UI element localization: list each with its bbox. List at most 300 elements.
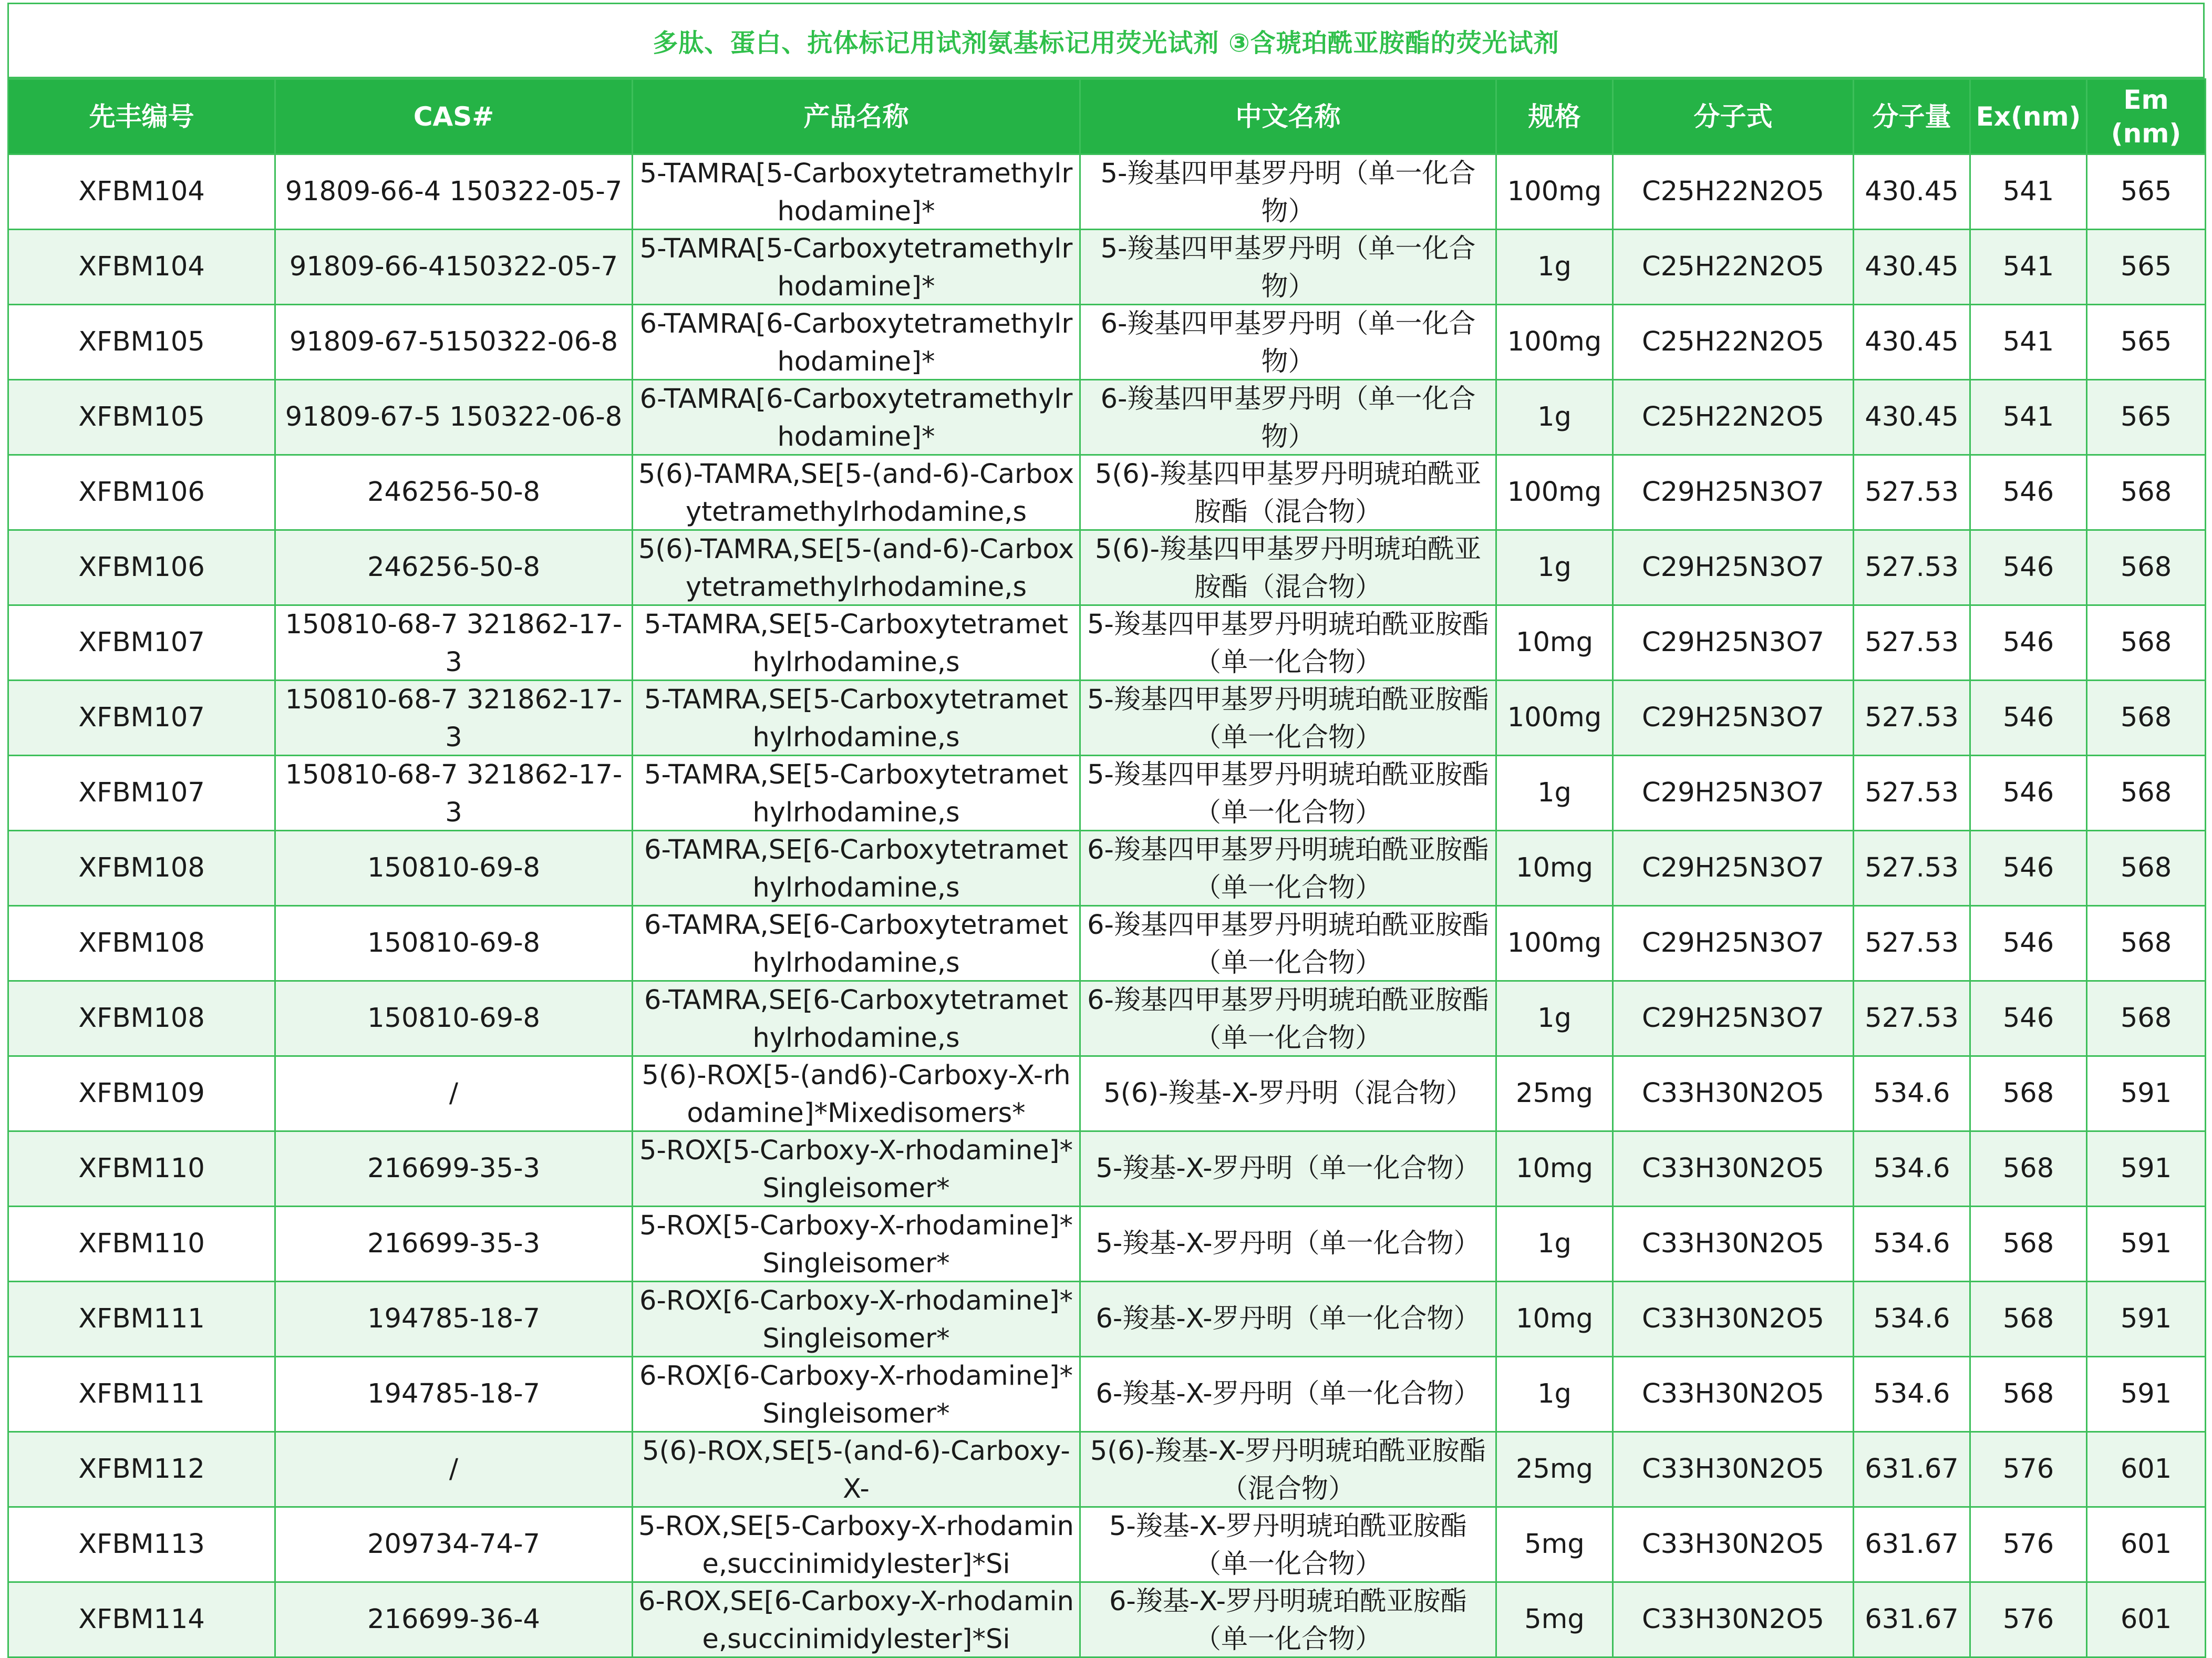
cell-mw-text: 534.6 (1873, 1303, 1950, 1334)
cell-chinese-name (1080, 1507, 1496, 1582)
cell-cas-text: 216699-35-3 (367, 1228, 540, 1259)
table-row (8, 605, 2206, 681)
cell-formula-text: C29H25N3O7 (1642, 477, 1824, 508)
cell-formula-text: C33H30N2O5 (1642, 1303, 1824, 1334)
cell-size-text: 100mg (1507, 702, 1602, 733)
cell-em (2087, 380, 2206, 455)
cell-ex (1970, 756, 2087, 831)
cell-formula-text: C33H30N2O5 (1642, 1604, 1824, 1635)
cell-formula (1613, 230, 1854, 305)
cell-cas-text: / (449, 1078, 459, 1109)
cell-product-name-text: 6-TAMRA[6-Carboxytetramethylrhodamine]* (639, 384, 1073, 452)
cell-size (1496, 230, 1613, 305)
cell-ex-text: 541 (2002, 326, 2054, 357)
cell-ex-text: 541 (2002, 251, 2054, 282)
cell-chinese-name-text: 5-羧基四甲基罗丹明琥珀酰亚胺酯（单一化合物） (1087, 609, 1489, 678)
cell-product-name-text: 6-ROX[6-Carboxy-X-rhodamine]*Singleisomer* (639, 1361, 1073, 1429)
cell-cas (275, 230, 633, 305)
cell-product-name-text: 6-TAMRA[6-Carboxytetramethylrhodamine]* (639, 308, 1073, 377)
cell-mw-text: 430.45 (1865, 401, 1959, 432)
cell-cas-text: 216699-36-4 (367, 1604, 540, 1635)
cell-chinese-name (1080, 1282, 1496, 1357)
cell-chinese-name-text: 6-羧基四甲基罗丹明琥珀酰亚胺酯（单一化合物） (1087, 985, 1489, 1054)
cell-cas-text: 150810-69-8 (367, 1003, 540, 1034)
cell-mw-text: 527.53 (1865, 1003, 1959, 1034)
cell-mw-text: 534.6 (1873, 1228, 1950, 1259)
cell-ex (1970, 305, 2087, 380)
col-header-ex: Ex(nm) (1970, 79, 2087, 155)
cell-mw (1854, 831, 1970, 906)
cell-mw (1854, 1056, 1970, 1131)
cell-mw (1854, 1507, 1970, 1582)
cell-size-text: 5mg (1524, 1529, 1585, 1560)
cell-cas (275, 1507, 633, 1582)
cell-product-name-text: 5-TAMRA[5-Carboxytetramethylrhodamine]* (639, 158, 1073, 227)
cell-size (1496, 530, 1613, 605)
cell-em-text: 601 (2120, 1454, 2172, 1485)
cell-mw (1854, 906, 1970, 981)
cell-size-text: 100mg (1507, 928, 1602, 959)
cell-em (2087, 230, 2206, 305)
table-body (8, 155, 2206, 1657)
cell-code (8, 981, 275, 1056)
cell-em-text: 601 (2120, 1529, 2172, 1560)
col-header-product-name: 产品名称 (633, 79, 1080, 155)
cell-cas-text: 150810-68-7 321862-17-3 (285, 759, 623, 828)
cell-cas (275, 380, 633, 455)
product-table (7, 78, 2206, 1658)
cell-cas-text: 150810-68-7 321862-17-3 (285, 684, 623, 753)
cell-cas (275, 1056, 633, 1131)
cell-product-name (633, 756, 1080, 831)
cell-em (2087, 605, 2206, 681)
cell-code-text: XFBM104 (78, 251, 205, 282)
cell-chinese-name-text: 5-羧基四甲基罗丹明琥珀酰亚胺酯（单一化合物） (1087, 684, 1489, 753)
cell-chinese-name (1080, 605, 1496, 681)
cell-size-text: 1g (1537, 401, 1572, 432)
cell-cas (275, 305, 633, 380)
cell-size (1496, 1432, 1613, 1507)
cell-em-text: 568 (2120, 702, 2172, 733)
cell-em (2087, 1582, 2206, 1657)
cell-product-name (633, 455, 1080, 530)
cell-mw-text: 527.53 (1865, 627, 1959, 658)
cell-formula-text: C33H30N2O5 (1642, 1454, 1824, 1485)
cell-em (2087, 1207, 2206, 1282)
cell-formula-text: C33H30N2O5 (1642, 1078, 1824, 1109)
cell-size (1496, 1056, 1613, 1131)
cell-formula (1613, 1582, 1854, 1657)
cell-em (2087, 1432, 2206, 1507)
cell-size (1496, 1582, 1613, 1657)
cell-ex-text: 546 (2002, 852, 2054, 883)
cell-mw (1854, 530, 1970, 605)
cell-code-text: XFBM113 (78, 1529, 205, 1560)
cell-size (1496, 831, 1613, 906)
cell-code (8, 756, 275, 831)
cell-formula (1613, 756, 1854, 831)
cell-ex (1970, 380, 2087, 455)
cell-chinese-name-text: 6-羧基四甲基罗丹明（单一化合物） (1100, 308, 1476, 377)
col-header-em: Em (nm) (2087, 79, 2206, 155)
cell-ex (1970, 1507, 2087, 1582)
cell-code (8, 1131, 275, 1207)
cell-code-text: XFBM105 (78, 326, 205, 357)
cell-chinese-name (1080, 305, 1496, 380)
table-row (8, 1207, 2206, 1282)
cell-code-text: XFBM109 (78, 1078, 205, 1109)
cell-chinese-name (1080, 230, 1496, 305)
cell-mw (1854, 1131, 1970, 1207)
cell-mw (1854, 380, 1970, 455)
cell-code (8, 681, 275, 756)
cell-em-text: 568 (2120, 928, 2172, 959)
cell-ex (1970, 605, 2087, 681)
cell-cas-text: 91809-66-4150322-05-7 (289, 251, 618, 282)
cell-ex (1970, 1207, 2087, 1282)
cell-chinese-name-text: 6-羧基四甲基罗丹明（单一化合物） (1100, 384, 1476, 452)
cell-ex-text: 546 (2002, 928, 2054, 959)
cell-mw (1854, 605, 1970, 681)
cell-ex (1970, 681, 2087, 756)
cell-product-name (633, 681, 1080, 756)
cell-ex (1970, 1282, 2087, 1357)
cell-size (1496, 380, 1613, 455)
cell-cas (275, 906, 633, 981)
cell-chinese-name-text: 6-羧基-X-罗丹明（单一化合物） (1095, 1378, 1481, 1409)
cell-ex-text: 546 (2002, 552, 2054, 583)
cell-cas-text: 91809-66-4 150322-05-7 (285, 176, 623, 207)
col-header-size: 规格 (1496, 79, 1613, 155)
cell-size (1496, 681, 1613, 756)
cell-ex-text: 568 (2002, 1228, 2054, 1259)
cell-product-name-text: 6-TAMRA,SE[6-Carboxytetramethylrhodamine,s (644, 910, 1068, 979)
cell-formula (1613, 455, 1854, 530)
cell-size-text: 1g (1537, 1378, 1572, 1409)
table-row (8, 455, 2206, 530)
cell-ex-text: 568 (2002, 1078, 2054, 1109)
cell-mw (1854, 1582, 1970, 1657)
cell-chinese-name-text: 5(6)-羧基四甲基罗丹明琥珀酰亚胺酯（混合物） (1094, 459, 1482, 528)
cell-mw-text: 534.6 (1873, 1378, 1950, 1409)
table-row (8, 906, 2206, 981)
cell-size-text: 100mg (1507, 326, 1602, 357)
cell-mw-text: 631.67 (1865, 1604, 1959, 1635)
cell-chinese-name (1080, 756, 1496, 831)
cell-em (2087, 831, 2206, 906)
cell-product-name (633, 1282, 1080, 1357)
cell-product-name-text: 5-TAMRA,SE[5-Carboxytetramethylrhodamine,s (644, 684, 1068, 753)
cell-formula-text: C25H22N2O5 (1642, 326, 1824, 357)
table-row (8, 1056, 2206, 1131)
cell-cas (275, 1357, 633, 1432)
cell-formula-text: C33H30N2O5 (1642, 1228, 1824, 1259)
cell-code (8, 906, 275, 981)
cell-chinese-name-text: 5-羧基-X-罗丹明琥珀酰亚胺酯（单一化合物） (1109, 1511, 1467, 1580)
cell-ex-text: 546 (2002, 477, 2054, 508)
cell-mw (1854, 1207, 1970, 1282)
cell-product-name (633, 1582, 1080, 1657)
cell-em (2087, 1282, 2206, 1357)
cell-chinese-name (1080, 1207, 1496, 1282)
cell-em-text: 565 (2120, 251, 2172, 282)
cell-size (1496, 756, 1613, 831)
cell-code (8, 1357, 275, 1432)
cell-product-name (633, 1056, 1080, 1131)
cell-ex (1970, 981, 2087, 1056)
col-header-mw: 分子量 (1854, 79, 1970, 155)
cell-mw (1854, 1432, 1970, 1507)
cell-cas (275, 605, 633, 681)
cell-formula-text: C29H25N3O7 (1642, 552, 1824, 583)
cell-size (1496, 1357, 1613, 1432)
cell-code (8, 230, 275, 305)
cell-chinese-name (1080, 1432, 1496, 1507)
cell-size-text: 100mg (1507, 477, 1602, 508)
cell-chinese-name-text: 5-羧基四甲基罗丹明琥珀酰亚胺酯（单一化合物） (1087, 759, 1489, 828)
table-row (8, 756, 2206, 831)
cell-code-text: XFBM104 (78, 176, 205, 207)
cell-code (8, 1507, 275, 1582)
cell-cas-text: 194785-18-7 (367, 1378, 540, 1409)
table-row (8, 305, 2206, 380)
cell-em (2087, 530, 2206, 605)
cell-code (8, 831, 275, 906)
cell-size-text: 10mg (1516, 1153, 1593, 1184)
cell-code-text: XFBM107 (78, 777, 205, 808)
cell-chinese-name-text: 6-羧基四甲基罗丹明琥珀酰亚胺酯（单一化合物） (1087, 910, 1489, 979)
table-row (8, 831, 2206, 906)
cell-formula-text: C25H22N2O5 (1642, 251, 1824, 282)
cell-product-name-text: 5-TAMRA[5-Carboxytetramethylrhodamine]* (639, 233, 1073, 302)
table-row (8, 155, 2206, 230)
cell-ex-text: 568 (2002, 1303, 2054, 1334)
cell-code-text: XFBM108 (78, 928, 205, 959)
cell-ex-text: 576 (2002, 1604, 2054, 1635)
cell-em-text: 591 (2120, 1153, 2172, 1184)
cell-chinese-name (1080, 831, 1496, 906)
cell-ex-text: 541 (2002, 176, 2054, 207)
cell-em-text: 565 (2120, 401, 2172, 432)
cell-em (2087, 1056, 2206, 1131)
cell-formula (1613, 1207, 1854, 1282)
cell-size (1496, 455, 1613, 530)
cell-chinese-name (1080, 1056, 1496, 1131)
cell-size-text: 100mg (1507, 176, 1602, 207)
cell-code (8, 1432, 275, 1507)
table-row (8, 1432, 2206, 1507)
table-row (8, 1357, 2206, 1432)
cell-chinese-name (1080, 1131, 1496, 1207)
cell-cas-text: 246256-50-8 (367, 552, 540, 583)
col-header-code: 先丰编号 (8, 79, 275, 155)
cell-product-name-text: 6-ROX[6-Carboxy-X-rhodamine]*Singleisomer* (639, 1285, 1073, 1354)
cell-formula-text: C29H25N3O7 (1642, 702, 1824, 733)
cell-formula (1613, 1131, 1854, 1207)
cell-em (2087, 155, 2206, 230)
cell-em-text: 568 (2120, 552, 2172, 583)
cell-ex (1970, 1131, 2087, 1207)
cell-product-name (633, 605, 1080, 681)
cell-em (2087, 1131, 2206, 1207)
cell-code-text: XFBM110 (78, 1153, 205, 1184)
cell-ex (1970, 1056, 2087, 1131)
cell-code (8, 1056, 275, 1131)
cell-cas (275, 455, 633, 530)
cell-size-text: 25mg (1516, 1454, 1593, 1485)
cell-formula-text: C29H25N3O7 (1642, 627, 1824, 658)
cell-formula (1613, 1507, 1854, 1582)
cell-chinese-name (1080, 906, 1496, 981)
cell-product-name-text: 5-ROX,SE[5-Carboxy-X-rhodamine,succinimidylester]*Si (638, 1511, 1074, 1580)
cell-cas-text: 150810-69-8 (367, 852, 540, 883)
cell-formula (1613, 681, 1854, 756)
cell-code (8, 1582, 275, 1657)
cell-product-name (633, 230, 1080, 305)
table-row (8, 380, 2206, 455)
cell-mw-text: 527.53 (1865, 552, 1959, 583)
cell-em (2087, 906, 2206, 981)
cell-ex-text: 546 (2002, 702, 2054, 733)
cell-em (2087, 305, 2206, 380)
cell-product-name-text: 6-TAMRA,SE[6-Carboxytetramethylrhodamine,s (644, 835, 1068, 903)
cell-chinese-name-text: 6-羧基-X-罗丹明（单一化合物） (1095, 1303, 1481, 1334)
cell-cas-text: 91809-67-5150322-06-8 (289, 326, 618, 357)
cell-mw-text: 430.45 (1865, 326, 1959, 357)
cell-product-name (633, 906, 1080, 981)
cell-code (8, 380, 275, 455)
cell-ex-text: 568 (2002, 1378, 2054, 1409)
cell-em-text: 568 (2120, 852, 2172, 883)
cell-size (1496, 906, 1613, 981)
cell-chinese-name (1080, 681, 1496, 756)
cell-code-text: XFBM107 (78, 702, 205, 733)
cell-code-text: XFBM111 (78, 1303, 205, 1334)
cell-code-text: XFBM108 (78, 852, 205, 883)
cell-mw-text: 527.53 (1865, 777, 1959, 808)
cell-size (1496, 1131, 1613, 1207)
cell-em-text: 565 (2120, 326, 2172, 357)
cell-mw (1854, 305, 1970, 380)
cell-mw (1854, 1357, 1970, 1432)
cell-size-text: 1g (1537, 1228, 1572, 1259)
cell-product-name (633, 1432, 1080, 1507)
cell-chinese-name (1080, 380, 1496, 455)
cell-em-text: 591 (2120, 1303, 2172, 1334)
cell-cas (275, 1282, 633, 1357)
cell-em-text: 591 (2120, 1228, 2172, 1259)
cell-chinese-name-text: 5(6)-羧基-X-罗丹明（混合物） (1103, 1078, 1473, 1109)
cell-formula (1613, 1056, 1854, 1131)
table-row (8, 1507, 2206, 1582)
cell-chinese-name-text: 5-羧基四甲基罗丹明（单一化合物） (1100, 158, 1476, 227)
cell-cas (275, 1131, 633, 1207)
table-row (8, 681, 2206, 756)
cell-size-text: 1g (1537, 251, 1572, 282)
cell-chinese-name-text: 5(6)-羧基-X-罗丹明琥珀酰亚胺酯（混合物） (1090, 1436, 1486, 1505)
cell-code (8, 1207, 275, 1282)
cell-product-name-text: 5(6)-TAMRA,SE[5-(and-6)-Carboxytetramethylrhodamine,s (638, 534, 1074, 603)
cell-size-text: 1g (1537, 777, 1572, 808)
table-row (8, 1282, 2206, 1357)
cell-mw-text: 631.67 (1865, 1454, 1959, 1485)
cell-ex (1970, 155, 2087, 230)
cell-code-text: XFBM107 (78, 627, 205, 658)
cell-formula (1613, 155, 1854, 230)
cell-product-name (633, 380, 1080, 455)
cell-ex (1970, 455, 2087, 530)
cell-code-text: XFBM106 (78, 552, 205, 583)
cell-cas (275, 1582, 633, 1657)
cell-chinese-name-text: 5-羧基-X-罗丹明（单一化合物） (1095, 1153, 1481, 1184)
cell-cas (275, 831, 633, 906)
cell-size (1496, 1282, 1613, 1357)
cell-chinese-name (1080, 1582, 1496, 1657)
cell-size-text: 10mg (1516, 1303, 1593, 1334)
cell-cas-text: 216699-35-3 (367, 1153, 540, 1184)
cell-size (1496, 1207, 1613, 1282)
cell-em (2087, 756, 2206, 831)
cell-mw (1854, 230, 1970, 305)
cell-formula (1613, 530, 1854, 605)
cell-formula (1613, 1432, 1854, 1507)
cell-ex (1970, 831, 2087, 906)
cell-size-text: 10mg (1516, 627, 1593, 658)
cell-code (8, 305, 275, 380)
cell-formula-text: C29H25N3O7 (1642, 777, 1824, 808)
cell-chinese-name-text: 5-羧基-X-罗丹明（单一化合物） (1095, 1228, 1481, 1259)
cell-product-name-text: 5-TAMRA,SE[5-Carboxytetramethylrhodamine,s (644, 759, 1068, 828)
cell-em-text: 591 (2120, 1078, 2172, 1109)
col-header-formula: 分子式 (1613, 79, 1854, 155)
cell-formula-text: C33H30N2O5 (1642, 1378, 1824, 1409)
cell-code-text: XFBM114 (78, 1604, 205, 1635)
cell-size-text: 1g (1537, 552, 1572, 583)
cell-ex-text: 576 (2002, 1454, 2054, 1485)
cell-mw (1854, 681, 1970, 756)
cell-chinese-name (1080, 1357, 1496, 1432)
table-row (8, 981, 2206, 1056)
cell-em-text: 568 (2120, 777, 2172, 808)
cell-product-name-text: 5-ROX[5-Carboxy-X-rhodamine]*Singleisomer* (639, 1135, 1073, 1204)
cell-size (1496, 155, 1613, 230)
cell-size-text: 10mg (1516, 852, 1593, 883)
sheet-title: 多肽、蛋白、抗体标记用试剂氨基标记用荧光试剂 ③含琥珀酰亚胺酯的荧光试剂 (7, 3, 2205, 78)
cell-ex-text: 541 (2002, 401, 2054, 432)
cell-em-text: 591 (2120, 1378, 2172, 1409)
cell-ex (1970, 1432, 2087, 1507)
cell-mw-text: 527.53 (1865, 928, 1959, 959)
cell-chinese-name-text: 5(6)-羧基四甲基罗丹明琥珀酰亚胺酯（混合物） (1094, 534, 1482, 603)
cell-mw (1854, 1282, 1970, 1357)
cell-em-text: 601 (2120, 1604, 2172, 1635)
cell-em (2087, 455, 2206, 530)
cell-chinese-name-text: 6-羧基四甲基罗丹明琥珀酰亚胺酯（单一化合物） (1087, 835, 1489, 903)
cell-chinese-name-text: 5-羧基四甲基罗丹明（单一化合物） (1100, 233, 1476, 302)
cell-ex-text: 546 (2002, 1003, 2054, 1034)
cell-code (8, 530, 275, 605)
cell-code-text: XFBM105 (78, 401, 205, 432)
cell-size (1496, 305, 1613, 380)
cell-mw-text: 430.45 (1865, 176, 1959, 207)
cell-product-name (633, 981, 1080, 1056)
cell-cas-text: 91809-67-5 150322-06-8 (285, 401, 623, 432)
cell-product-name-text: 6-TAMRA,SE[6-Carboxytetramethylrhodamine,s (644, 985, 1068, 1054)
cell-product-name (633, 1357, 1080, 1432)
cell-product-name (633, 831, 1080, 906)
cell-size (1496, 981, 1613, 1056)
cell-ex-text: 546 (2002, 627, 2054, 658)
